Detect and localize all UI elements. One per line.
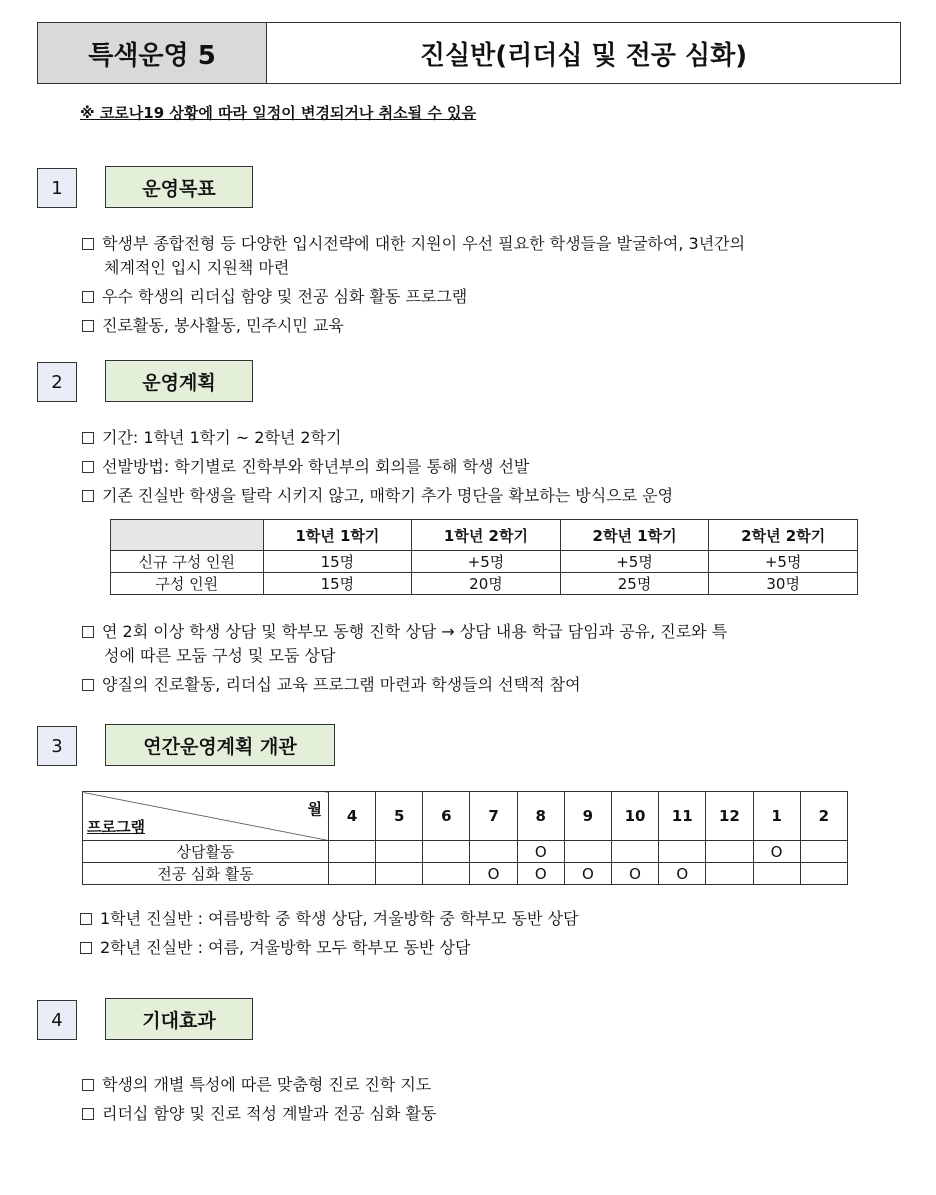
table-header-row xyxy=(83,792,848,841)
month-header: 10 xyxy=(611,792,658,841)
month-header: 9 xyxy=(564,792,611,841)
mark-cell xyxy=(328,841,375,863)
table-cell: +5명 xyxy=(560,551,709,573)
section-4-list xyxy=(82,1073,912,1126)
list-item: 양질의 진로활동, 리더십 교육 프로그램 마련과 학생들의 선택적 참여 xyxy=(82,673,912,697)
table-cell: 15명 xyxy=(263,573,412,595)
checkbox-square-icon xyxy=(82,432,94,444)
table-row xyxy=(83,863,848,885)
table-header-row xyxy=(111,520,858,551)
checkbox-square-icon xyxy=(82,679,94,691)
checkbox-square-icon xyxy=(82,626,94,638)
title-box xyxy=(37,22,901,84)
list-item: 우수 학생의 리더십 함양 및 전공 심화 활동 프로그램 xyxy=(82,285,912,309)
section-4-title: 기대효과 xyxy=(105,998,253,1040)
notice-text: ※ 코로나19 상황에 따라 일정이 변경되거나 취소될 수 있음 xyxy=(80,104,477,122)
checkbox-square-icon xyxy=(82,490,94,502)
table-header-cell: 1학년 2학기 xyxy=(412,520,561,551)
month-header: 1 xyxy=(753,792,800,841)
mark-cell: O xyxy=(517,863,564,885)
annual-plan-table xyxy=(82,791,848,885)
corner-month-label: 월 xyxy=(307,800,322,818)
section-1-list xyxy=(82,232,912,338)
month-header: 11 xyxy=(659,792,706,841)
mark-cell xyxy=(659,841,706,863)
page-title: 진실반(리더십 및 전공 심화) xyxy=(419,40,748,71)
mark-cell xyxy=(706,841,753,863)
checkbox-square-icon xyxy=(82,461,94,473)
section-3-list xyxy=(80,907,910,960)
checkbox-square-icon xyxy=(82,238,94,250)
month-header: 8 xyxy=(517,792,564,841)
members-table xyxy=(110,519,858,595)
table-cell: 25명 xyxy=(560,573,709,595)
mark-cell xyxy=(423,863,470,885)
mark-cell xyxy=(800,841,847,863)
table-cell: +5명 xyxy=(412,551,561,573)
section-1-number: 1 xyxy=(37,168,77,208)
month-header: 12 xyxy=(706,792,753,841)
table-cell: 구성 인원 xyxy=(111,573,264,595)
table-cell: 신규 구성 인원 xyxy=(111,551,264,573)
table-row xyxy=(111,551,858,573)
mark-cell xyxy=(753,863,800,885)
list-item: 선발방법: 학기별로 진학부와 학년부의 회의를 통해 학생 선발 xyxy=(82,455,912,479)
program-number: 특색운영 5 xyxy=(38,23,267,83)
checkbox-square-icon xyxy=(80,913,92,925)
list-item: 학생의 개별 특성에 따른 맞춤형 진로 진학 지도 xyxy=(82,1073,912,1097)
checkbox-square-icon xyxy=(82,1079,94,1091)
section-2-number: 2 xyxy=(37,362,77,402)
month-header: 7 xyxy=(470,792,517,841)
section-2-title: 운영계획 xyxy=(105,360,253,402)
list-item: 리더십 함양 및 진로 적성 계발과 전공 심화 활동 xyxy=(82,1102,912,1126)
section-2-list-after xyxy=(82,620,912,697)
table-header-cell: 2학년 1학기 xyxy=(560,520,709,551)
table-header-cell: 2학년 2학기 xyxy=(709,520,858,551)
table-cell: 15명 xyxy=(263,551,412,573)
section-4-number: 4 xyxy=(37,1000,77,1040)
mark-cell: O xyxy=(564,863,611,885)
mark-cell xyxy=(800,863,847,885)
section-3-number: 3 xyxy=(37,726,77,766)
program-name-cell: 전공 심화 활동 xyxy=(83,863,329,885)
mark-cell xyxy=(376,841,423,863)
mark-cell: O xyxy=(753,841,800,863)
mark-cell xyxy=(706,863,753,885)
list-item: 연 2회 이상 학생 상담 및 학부모 동행 진학 상담 → 상담 내용 학급 담임과 공유, 진로와 특 xyxy=(82,620,912,644)
corner-program-label: 프로그램 xyxy=(87,818,145,836)
table-header-cell: 1학년 1학기 xyxy=(263,520,412,551)
mark-cell xyxy=(611,841,658,863)
checkbox-square-icon xyxy=(82,1108,94,1120)
list-item: 2학년 진실반 : 여름, 겨울방학 모두 학부모 동반 상담 xyxy=(80,936,910,960)
checkbox-square-icon xyxy=(80,942,92,954)
mark-cell xyxy=(564,841,611,863)
mark-cell xyxy=(328,863,375,885)
list-item-continuation: 체계적인 입시 지원책 마련 xyxy=(104,258,290,277)
checkbox-square-icon xyxy=(82,320,94,332)
table-cell: +5명 xyxy=(709,551,858,573)
table-header-cell xyxy=(111,520,264,551)
list-item-continuation: 성에 따른 모둠 구성 및 모둠 상담 xyxy=(104,646,336,665)
list-item: 진로활동, 봉사활동, 민주시민 교육 xyxy=(82,314,912,338)
mark-cell xyxy=(423,841,470,863)
mark-cell xyxy=(470,841,517,863)
list-item: 학생부 종합전형 등 다양한 입시전략에 대한 지원이 우선 필요한 학생들을 발굴하여, 3년간의 xyxy=(82,232,912,256)
month-header: 2 xyxy=(800,792,847,841)
section-2-list xyxy=(82,426,912,508)
table-row xyxy=(83,841,848,863)
table-row xyxy=(111,573,858,595)
month-header: 5 xyxy=(376,792,423,841)
mark-cell: O xyxy=(659,863,706,885)
month-header: 6 xyxy=(423,792,470,841)
checkbox-square-icon xyxy=(82,291,94,303)
table-corner-cell xyxy=(83,792,329,841)
table-cell: 30명 xyxy=(709,573,858,595)
mark-cell: O xyxy=(517,841,564,863)
list-item: 1학년 진실반 : 여름방학 중 학생 상담, 겨울방학 중 학부모 동반 상담 xyxy=(80,907,910,931)
section-1-title: 운영목표 xyxy=(105,166,253,208)
mark-cell: O xyxy=(611,863,658,885)
program-name-cell: 상담활동 xyxy=(83,841,329,863)
list-item: 기간: 1학년 1학기 ~ 2학년 2학기 xyxy=(82,426,912,450)
mark-cell: O xyxy=(470,863,517,885)
list-item: 기존 진실반 학생을 탈락 시키지 않고, 매학기 추가 명단을 확보하는 방식으로 운영 xyxy=(82,484,912,508)
table-cell: 20명 xyxy=(412,573,561,595)
mark-cell xyxy=(376,863,423,885)
section-3-title: 연간운영계획 개관 xyxy=(105,724,335,766)
month-header: 4 xyxy=(328,792,375,841)
